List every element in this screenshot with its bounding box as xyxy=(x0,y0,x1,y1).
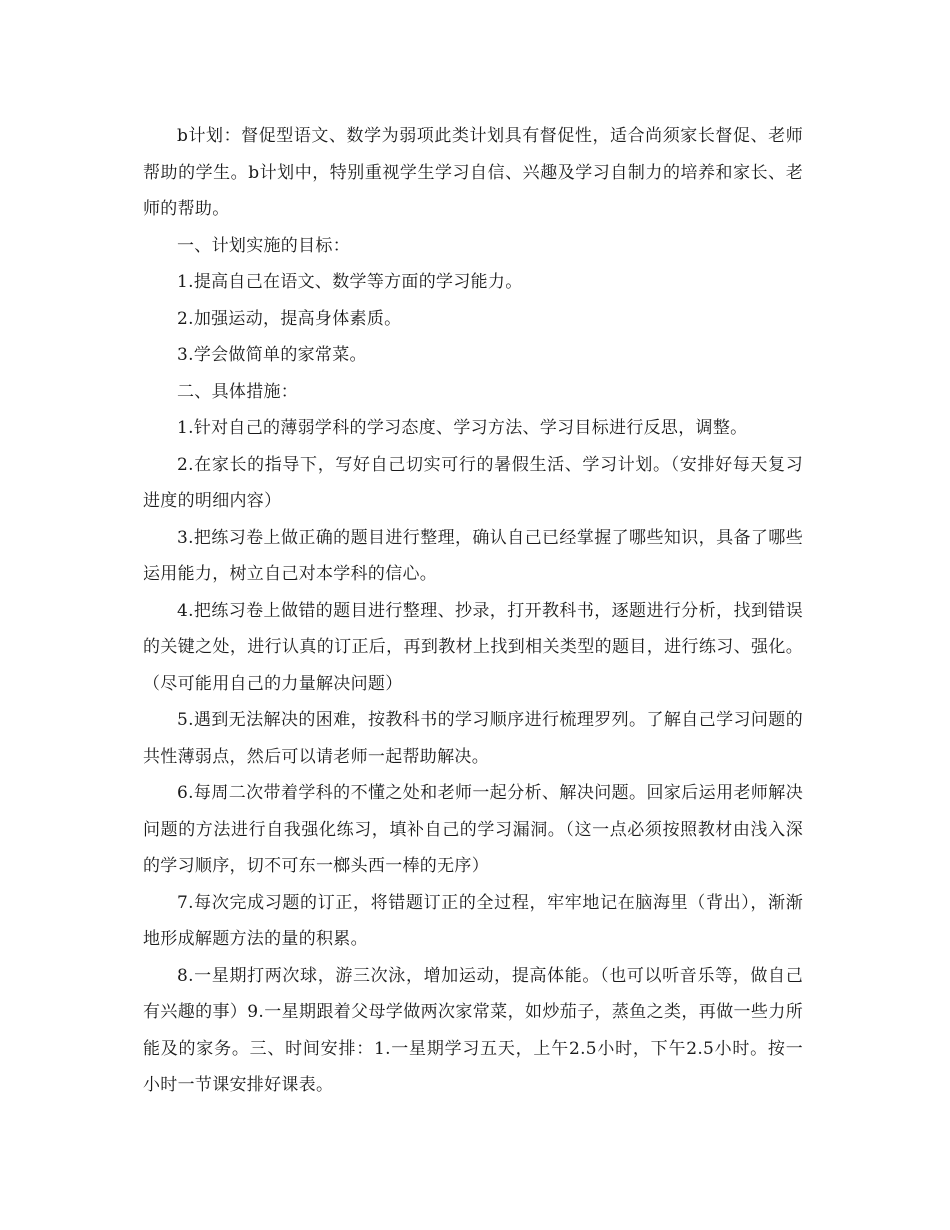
heading-goals: 一、计划实施的目标： xyxy=(177,235,350,256)
goal-item-2: 2.加强运动，提高身体素质。 xyxy=(177,308,402,329)
measure-item-2: 2.在家长的指导下，写好自己切实可行的暑假生活、学习计划。（安排好每天复习进度的明细内容） xyxy=(143,454,803,511)
goal-item-3: 3.学会做简单的家常菜。 xyxy=(177,345,367,365)
measure-item-8-9-schedule: 8.一星期打两次球，游三次泳，增加运动，提高体能。（也可以听音乐等，做自己有兴趣的事）9.一星期跟着父母学做两次家常菜，如炒茄子，蒸鱼之类，再做一些力所能及的家务。三、时间安排：1.一星期学习五天，上午2.5小时，下午2.5小时。按一小时一节课安排好课表。 xyxy=(143,965,803,1095)
goal-item-1: 1.提高自己在语文、数学等方面的学习能力。 xyxy=(177,272,523,292)
measure-item-4: 4.把练习卷上做错的题目进行整理、抄录，打开教科书，逐题进行分析，找到错误的关键之处，进行认真的订正后，再到教材上找到相关类型的题目，进行练习、强化。（尽可能用自己的力量解决问题） xyxy=(143,600,803,694)
measure-item-5: 5.遇到无法解决的困难，按教科书的学习顺序进行梳理罗列。了解自己学习问题的共性薄弱点，然后可以请老师一起帮助解决。 xyxy=(143,710,803,767)
measure-item-7: 7.每次完成习题的订正，将错题订正的全过程，牢牢地记在脑海里（背出），渐渐地形成解题方法的量的积累。 xyxy=(143,892,803,949)
measure-item-3: 3.把练习卷上做正确的题目进行整理，确认自己已经掌握了哪些知识，具备了哪些运用能力，树立自己对本学科的信心。 xyxy=(143,527,803,584)
heading-measures: 二、具体措施： xyxy=(177,381,299,402)
document-body xyxy=(143,118,803,1104)
measure-item-6: 6.每周二次带着学科的不懂之处和老师一起分析、解决问题。回家后运用老师解决问题的方法进行自我强化练习，填补自己的学习漏洞。（这一点必须按照教材由浅入深的学习顺序，切不可东一榔头西一棒的无序） xyxy=(143,783,803,876)
measure-item-1: 1.针对自己的薄弱学科的学习态度、学习方法、学习目标进行反思，调整。 xyxy=(177,418,748,438)
paragraph-plan-b-intro: b计划：督促型语文、数学为弱项此类计划具有督促性，适合尚须家长督促、老师帮助的学生。b计划中，特别重视学生学习自信、兴趣及学习自制力的培养和家长、老师的帮助。 xyxy=(143,126,803,219)
